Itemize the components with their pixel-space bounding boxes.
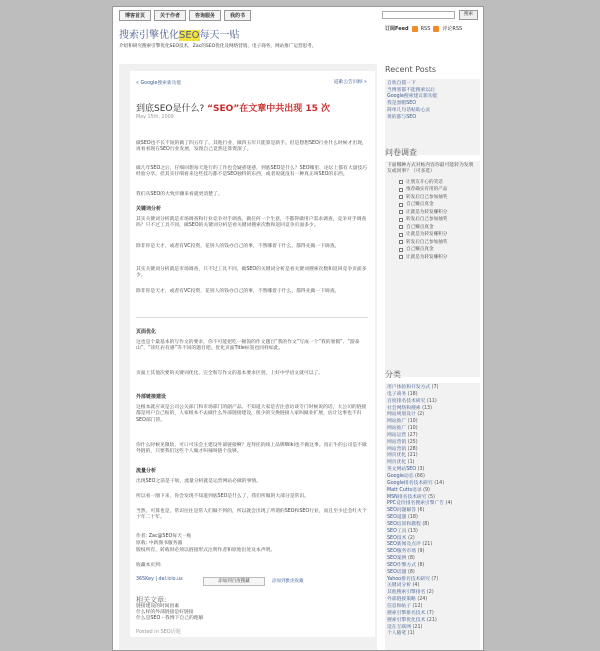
category-count: (11) xyxy=(425,398,437,404)
category-link[interactable]: 网页优化 xyxy=(387,460,407,466)
category-link[interactable]: 搜索引擎排名技术 xyxy=(387,610,426,616)
author-line: 原载: 中新图书服务器 xyxy=(136,541,183,546)
yahoo-bookmark-button[interactable]: 添加到雅虎收藏 xyxy=(272,579,304,584)
category-count: (4) xyxy=(444,501,453,507)
category-count: (21) xyxy=(420,542,433,548)
poll-option[interactable] xyxy=(387,231,478,239)
recent-posts-list xyxy=(387,81,478,121)
poll-title: 问卷调查 xyxy=(385,148,417,157)
category-count: (4) xyxy=(411,583,420,589)
category-link[interactable]: SEO培训和教程 xyxy=(387,521,421,527)
category-link[interactable]: SEO工具 xyxy=(387,528,407,534)
section-heading: 页面优化 xyxy=(136,329,157,335)
poll-checkbox[interactable] xyxy=(399,188,403,192)
author-line: 作者: Zac@SEO每天一贴 xyxy=(136,534,192,539)
category-count: (8) xyxy=(416,562,425,568)
category-item[interactable] xyxy=(387,618,478,625)
paragraph: 除非你是天才，或者有VC投资，花别人的钱办自己的事，不然哪着干什么，都得先做一下调查。 xyxy=(136,244,340,249)
poll-checkbox[interactable] xyxy=(399,195,403,199)
category-link[interactable]: 网站推广 xyxy=(387,419,407,425)
category-link[interactable]: 网页优化 xyxy=(387,453,407,459)
poll-question: 下面哪种方式对帖内容你最可能转为发朋友或同事？（可多选） xyxy=(387,163,474,175)
page-container xyxy=(112,6,484,651)
category-count: (25) xyxy=(406,439,418,445)
paragraph: 其实关键词分析就是市场调查和行业竞争对手调查。做任何一个生意，不都得做用户需求调查，竞争对手调查吗？只不过工具不同，做SEO的关键词分析是看关键词搜索次数和返回竞争页面多少。 xyxy=(136,217,367,229)
poll-checkbox[interactable] xyxy=(399,203,403,207)
category-link[interactable]: 英文网站SEO xyxy=(387,467,417,473)
nav-consulting[interactable]: 咨询服务 xyxy=(189,10,221,21)
category-count: (6) xyxy=(416,508,425,514)
category-link[interactable]: MSN排名技术研究 xyxy=(387,494,427,500)
category-count: (1) xyxy=(406,631,415,637)
categories-list xyxy=(387,385,478,638)
category-count: (8) xyxy=(420,521,430,527)
category-link[interactable]: Google排名技术研究 xyxy=(387,480,433,486)
recent-post-link[interactable]: 我是黑帽SEO xyxy=(387,101,417,107)
feed-label[interactable]: 订阅Feed xyxy=(385,26,409,32)
paragraph: 除非你是天才，或者有VC投资，花别人的钱办自己的事，不然哪着干什么，都得先做一下调查。 xyxy=(136,289,340,294)
next-post-link[interactable]: 道歉公告回顾 » xyxy=(333,80,367,85)
poll-checkbox[interactable] xyxy=(399,233,403,237)
category-link[interactable]: 网站营销 xyxy=(387,439,407,445)
category-count: (7) xyxy=(430,385,439,390)
poll-option-label: 推荐确实有用的产品 xyxy=(406,187,448,193)
category-link[interactable]: Yahoo排名技术研究 xyxy=(387,576,430,582)
paragraph: 页面上其他次要的关键词优化，完全和写作文的基本要求区别，上好中学语文就可以了。 xyxy=(136,371,324,376)
nav-book[interactable]: 我的书 xyxy=(224,10,251,21)
main-content xyxy=(119,64,377,651)
category-link[interactable]: 其他搜索引擎排名 xyxy=(387,590,426,596)
category-count: (66) xyxy=(413,473,425,479)
post-title-red: “SEO”在文章中共出现 15 次 xyxy=(207,104,331,114)
recent-post-link[interactable]: 简单几句话帖助心灵 xyxy=(387,107,431,113)
category-count: (21) xyxy=(425,617,437,623)
category-item[interactable] xyxy=(387,570,478,577)
category-item[interactable] xyxy=(387,433,478,440)
paragraph: 其实关键词分析就是市场调查，只不过工具不同，做SEO的关键词分析是看关键词搜索次数和返回竞争页面多少。 xyxy=(136,267,367,279)
category-count: (14) xyxy=(432,480,445,486)
category-item[interactable] xyxy=(387,508,478,515)
categories-title: 分类 xyxy=(385,370,401,379)
category-item[interactable] xyxy=(387,604,478,611)
paragraph: 这也是个最基本的写作文的要求，你不可能把吃一顿饭的作文题目“我的作文”写成一个“我的暑假”、“游泰山”、“读红岩有感”等不同的题目吧。优化页面Title标签也同样如此。 xyxy=(136,340,360,352)
category-count: (18) xyxy=(406,391,418,397)
poll-checkbox[interactable] xyxy=(399,255,403,259)
category-item[interactable] xyxy=(387,467,478,474)
section-heading: 关键词分析 xyxy=(136,206,162,212)
category-count: (21) xyxy=(411,624,423,630)
category-link[interactable]: 网站运营 xyxy=(387,432,407,438)
site-title-highlight: SEO xyxy=(179,30,200,41)
category-item[interactable] xyxy=(387,522,478,529)
category-count: (9) xyxy=(416,549,425,555)
recent-post-link[interactable]: 当博客都不能搜索以后 xyxy=(387,87,435,93)
prev-post-link[interactable]: « Google搜索新功能 xyxy=(136,81,182,86)
categories-widget xyxy=(385,383,480,651)
share-links[interactable]: 365Key | del.icio.us xyxy=(136,577,183,582)
poll-checkbox[interactable] xyxy=(399,180,403,184)
recent-post-link[interactable]: Google搜索建议新功能 xyxy=(387,94,438,100)
nav-home[interactable]: 博客首页 xyxy=(119,10,151,21)
category-link[interactable]: 百度排名技术研究 xyxy=(387,398,426,404)
share-label: 收藏本页到: xyxy=(136,563,162,568)
related-title: 相关文章: xyxy=(136,596,167,604)
nav-about[interactable]: 关于作者 xyxy=(154,10,186,21)
category-link[interactable]: PPC竞价排名搜索引擎广告 xyxy=(387,501,445,507)
category-item[interactable] xyxy=(387,385,478,392)
paragraph: 当然，可算也是，常识往往是常人们做不到的，所以就会出现了所谓的SEO和SEO行业，而且至少还会红火个十年二十年。 xyxy=(136,509,367,521)
category-link[interactable]: SEO作弊方式 xyxy=(387,562,417,568)
search-input[interactable] xyxy=(382,11,455,19)
search-button[interactable]: 搜索 xyxy=(459,10,478,20)
poll-checkbox[interactable] xyxy=(399,240,403,244)
category-count: (18) xyxy=(406,515,418,521)
category-count: (5) xyxy=(426,494,435,500)
poll-option-label: 转发后自己参加抽奖 xyxy=(406,239,448,245)
category-count: (28) xyxy=(406,446,418,452)
category-item[interactable] xyxy=(387,515,478,522)
category-count: (7) xyxy=(425,610,434,616)
category-link[interactable]: SEO案例 xyxy=(387,556,407,562)
poll-option[interactable] xyxy=(387,209,478,217)
poll-option[interactable] xyxy=(387,254,478,262)
poll-option[interactable] xyxy=(387,246,478,254)
divider xyxy=(136,317,368,318)
recent-posts-title: Recent Posts xyxy=(385,65,437,74)
category-count: (24) xyxy=(415,597,428,603)
site-title-part: 搜索引擎优化 xyxy=(119,30,179,41)
category-link[interactable]: SEO新闻及点评 xyxy=(387,542,421,548)
category-link[interactable]: 用户体验和开发方式 xyxy=(387,385,431,390)
category-item[interactable] xyxy=(387,611,478,618)
poll-option-label: 让就是为转发赚积分 xyxy=(406,232,448,238)
site-description: 介绍和研究搜索引擎优化SEO技术，Zac的SEO优化及网络营销，电子商务，网站推广运营思考。 xyxy=(119,44,317,49)
category-count: (3) xyxy=(416,467,425,473)
related-link[interactable]: 链接建设的时间因素 xyxy=(136,604,180,609)
category-link[interactable]: 搜索引擎优化技术 xyxy=(387,617,426,623)
article xyxy=(130,71,375,637)
section-heading: 流量分析 xyxy=(136,468,157,474)
category-link[interactable]: SEO道题 xyxy=(387,515,407,521)
category-item[interactable] xyxy=(387,563,478,570)
category-link[interactable]: SEO技术 xyxy=(387,535,407,541)
category-item[interactable] xyxy=(387,481,478,488)
category-item[interactable] xyxy=(387,399,478,406)
poll-options xyxy=(387,179,478,262)
category-link[interactable]: 网站推广 xyxy=(387,426,407,432)
poll-widget xyxy=(385,161,480,377)
paragraph: 这根本就应该是公司公关部门和市场部门的副产品。不知道大家是否注意访谈专门时候说的话，大公司的链接都是用户自己贴的，人家根本不去做什么外部链接建设，很少的交换链接人家叫做业扩展，估计这事也不归SEO部门管。 xyxy=(136,405,367,423)
category-item[interactable] xyxy=(387,488,478,495)
poll-checkbox[interactable] xyxy=(399,248,403,252)
poll-option[interactable] xyxy=(387,239,478,247)
category-item[interactable] xyxy=(387,597,478,604)
poll-checkbox[interactable] xyxy=(399,218,403,222)
category-link[interactable]: SEO问题解答 xyxy=(387,508,417,514)
category-count: (10) xyxy=(406,419,418,425)
recent-post-link[interactable]: 黄的都与SEO xyxy=(387,114,417,120)
paragraph: 所以看一圈下来，你会发现不知道到底SEO是什么了，我们所做的大部分是常识。 xyxy=(136,494,309,499)
posted-in[interactable]: Posted in SEO话题 xyxy=(136,629,181,635)
category-count: (7) xyxy=(429,576,439,582)
category-count: (21) xyxy=(406,453,418,459)
rss-icon xyxy=(433,26,439,32)
category-count: (8) xyxy=(406,556,415,562)
poll-option-label: 自己赚点真金 xyxy=(406,247,434,253)
paragraph: 做几年SEO之后，仔细回想每天进行的工作也会疑惑迷惑，到底SEO是什么？SEO哪里、论坛上都有大量技巧经验分享。但其实仔细看来这些技巧都不是SEO独特的东西，或者说就没有一种真正叫SEO的东西。 xyxy=(136,166,368,178)
category-count: (10) xyxy=(406,426,418,432)
feed-links xyxy=(385,25,462,32)
category-count: (2) xyxy=(415,412,425,418)
paragraph: 做SEO也不长不短的做了四五年了。其他行业，做四五年只能算是新手。但是想想SEO行业什么时候才出现，再看看现在SEO行业发展，发现自己竟然还算资深了。 xyxy=(136,141,367,153)
poll-checkbox[interactable] xyxy=(399,225,403,229)
category-count: (8) xyxy=(406,569,415,575)
category-link[interactable]: 信息和帖子 xyxy=(387,604,411,609)
category-link[interactable]: 适在互联网 xyxy=(387,624,411,630)
category-count: (13) xyxy=(406,528,418,534)
category-count: (2) xyxy=(425,590,434,596)
category-link[interactable]: SEO服务市场 xyxy=(387,549,417,555)
category-link[interactable]: 网站营销 xyxy=(387,446,407,452)
rss-link[interactable]: RSS xyxy=(420,25,431,32)
site-title-part: 每天一贴 xyxy=(199,30,240,41)
related-link[interactable]: 什么样的外部链接是好链接 xyxy=(136,610,194,615)
recent-posts-widget xyxy=(385,79,480,155)
poll-option-label: 自己赚点真金 xyxy=(406,202,434,208)
related-link[interactable]: 什么是SEO - 我博下自己的理解 xyxy=(136,616,204,621)
poll-option-label: 自己赚点真金 xyxy=(406,224,434,230)
paragraph: 你什么时候见微软、可口可乐会主建设外部链接啊？连拜托的线上品牌Wiki也不做这事。真正牛的公司是不做外链的，只要我们这些个人做才叫辣叫链个没够。 xyxy=(136,443,367,455)
category-item[interactable] xyxy=(387,440,478,447)
paragraph: 我们从SEO的大致步骤来看就更清楚了。 xyxy=(136,192,223,197)
poll-option-label: 让就是为转发赚积分 xyxy=(406,254,448,260)
poll-option-label: 转发后自己参加抽奖 xyxy=(406,217,448,223)
category-item[interactable] xyxy=(387,529,478,536)
category-count: (1) xyxy=(406,460,415,466)
category-link[interactable]: 网站规划设计 xyxy=(387,412,416,418)
paragraph: 出现SEO之前是干啥，流量分析就是运营网站必做的事情。 xyxy=(136,479,261,484)
poll-option-label: 转发后自己参加抽奖 xyxy=(406,194,448,200)
post-date: May 15th, 2009 xyxy=(136,115,174,120)
category-item[interactable] xyxy=(387,426,478,433)
category-count: (27) xyxy=(406,432,418,438)
poll-option[interactable] xyxy=(387,186,478,194)
post-title xyxy=(136,101,330,114)
category-count: (12) xyxy=(411,604,423,609)
category-link[interactable]: 电子商务 xyxy=(387,391,407,397)
category-link[interactable]: 外部链接策略 xyxy=(387,597,416,603)
recent-post-link[interactable]: 自吹自擂一下 xyxy=(387,81,416,86)
poll-option[interactable] xyxy=(387,216,478,224)
category-link[interactable]: 个人随笔 xyxy=(387,631,407,637)
category-link[interactable]: Google动态 xyxy=(387,473,414,479)
author-line: 版权所有，转载时必须以链接形式注明作者和原始出处及本声明。 xyxy=(136,548,276,553)
rss-icon xyxy=(412,26,418,32)
section-heading: 外部链接建设 xyxy=(136,394,167,400)
poll-option[interactable] xyxy=(387,179,478,187)
category-count: (13) xyxy=(420,405,432,411)
category-item[interactable] xyxy=(387,392,478,399)
baidu-bookmark-button[interactable]: 添加到百度搜藏 xyxy=(203,577,265,586)
top-nav xyxy=(119,10,254,21)
category-link[interactable]: SEO话题 xyxy=(387,569,407,575)
category-item[interactable] xyxy=(387,474,478,481)
poll-option-label: 让朋友开心的笑话 xyxy=(406,179,443,185)
category-item[interactable] xyxy=(387,631,478,638)
post-title-main: 到底SEO是什么? xyxy=(136,104,205,114)
category-count: (2) xyxy=(406,535,415,541)
poll-checkbox[interactable] xyxy=(399,210,403,214)
poll-option[interactable] xyxy=(387,194,478,202)
comments-rss-link[interactable]: 评论RSS xyxy=(442,26,463,32)
poll-option[interactable] xyxy=(387,201,478,209)
poll-option-label: 让就是为转发赚积分 xyxy=(406,209,448,215)
category-link[interactable]: 社会网络和搜索 xyxy=(387,405,421,411)
category-count: (9) xyxy=(421,487,430,493)
site-title[interactable] xyxy=(119,26,240,41)
poll-option[interactable] xyxy=(387,224,478,232)
category-link[interactable]: 关键词分析 xyxy=(387,583,411,589)
category-item[interactable] xyxy=(387,556,478,563)
category-link[interactable]: Matt Cutts语录 xyxy=(387,487,422,493)
